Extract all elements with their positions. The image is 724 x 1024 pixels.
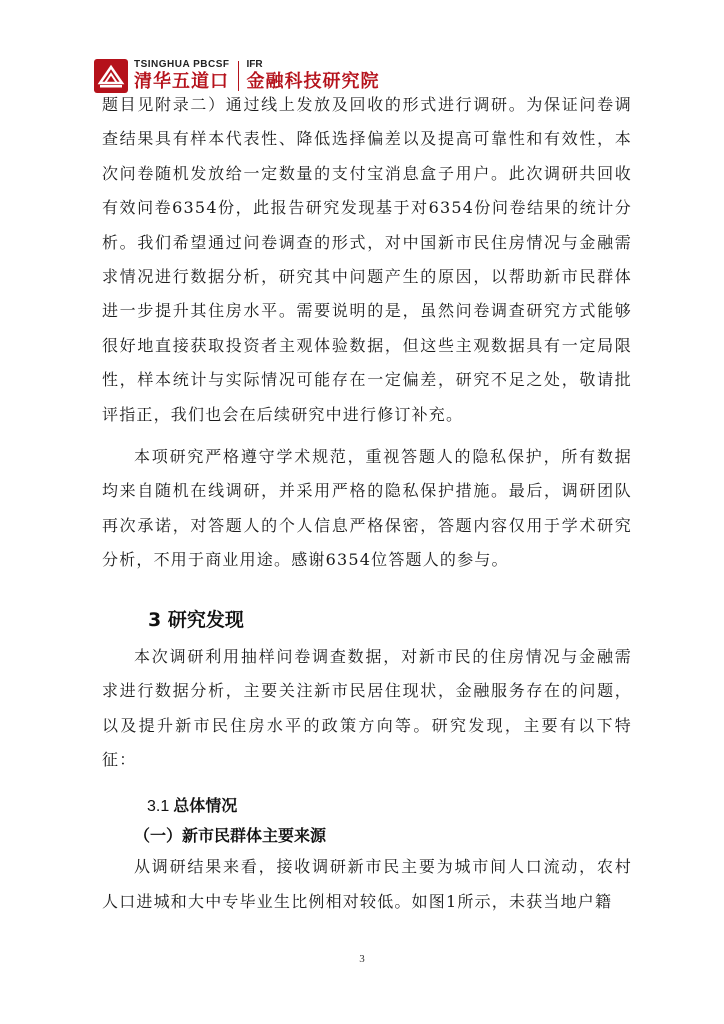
document-body [102, 88, 632, 919]
subsection-number: 3.1 [147, 798, 170, 816]
institute-name: 金融科技研究院 [246, 71, 380, 92]
subsection-heading [102, 791, 632, 822]
page-number: 3 [359, 953, 365, 965]
paragraph-findings-intro: 本次调研利用抽样问卷调查数据，对新市民的住房情况与金融需求进行数据分析，主要关注新市民居住现状，金融服务存在的问题，以及提升新市民住房水平的政策方向等。研究发现，主要有以下特征： [102, 646, 632, 769]
brand-chinese-name: 清华五道口 [134, 71, 229, 92]
paragraph-privacy: 本项研究严格遵守学术规范，重视答题人的隐私保护，所有数据均来自随机在线调研，并采用严格的隐私保护措施。最后，调研团队再次承诺，对答题人的个人信息严格保密，答题内容仅用于学术研究分析，不用于商业用途。感谢6354位答题人的参与。 [102, 447, 632, 570]
header-divider [238, 61, 239, 91]
brand-english-name: TSINGHUA PBCSF [134, 59, 230, 70]
paragraph-survey-method: 题目见附录二）通过线上发放及回收的形式进行调研。为保证问卷调查结果具有样本代表性、降低选择偏差以及提高可靠性和有效性，本次问卷随机发放给一定数量的支付宝消息盒子用户。此次调研共回收有效问卷6354份，此报告研究发现基于对6354份问卷结果的统计分析。我们希望通过问卷调查的形式，对中国新市民住房情况与金融需求情况进行数据分析，研究其中问题产生的原因，以帮助新市民群体进一步提升其住房水平。需要说明的是，虽然问卷调查研究方式能够很好地直接获取投资者主观体验数据，但这些主观数据具有一定局限性，样本统计与实际情况可能存在一定偏差，研究不足之处，敬请批评指正，我们也会在后续研究中进行修订补充。 [102, 95, 632, 424]
subsubsection-heading: （一）新市民群体主要来源 [134, 826, 327, 846]
section-heading: 3 研究发现 [148, 608, 244, 631]
institute-abbrev: IFR [246, 59, 263, 70]
paragraph-source-groups: 从调研结果来看，接收调研新市民主要为城市间人口流动，农村人口进城和大中专毕业生比例相对较低。如图1所示，未获当地户籍 [102, 857, 632, 911]
subsection-title: 总体情况 [173, 796, 238, 816]
